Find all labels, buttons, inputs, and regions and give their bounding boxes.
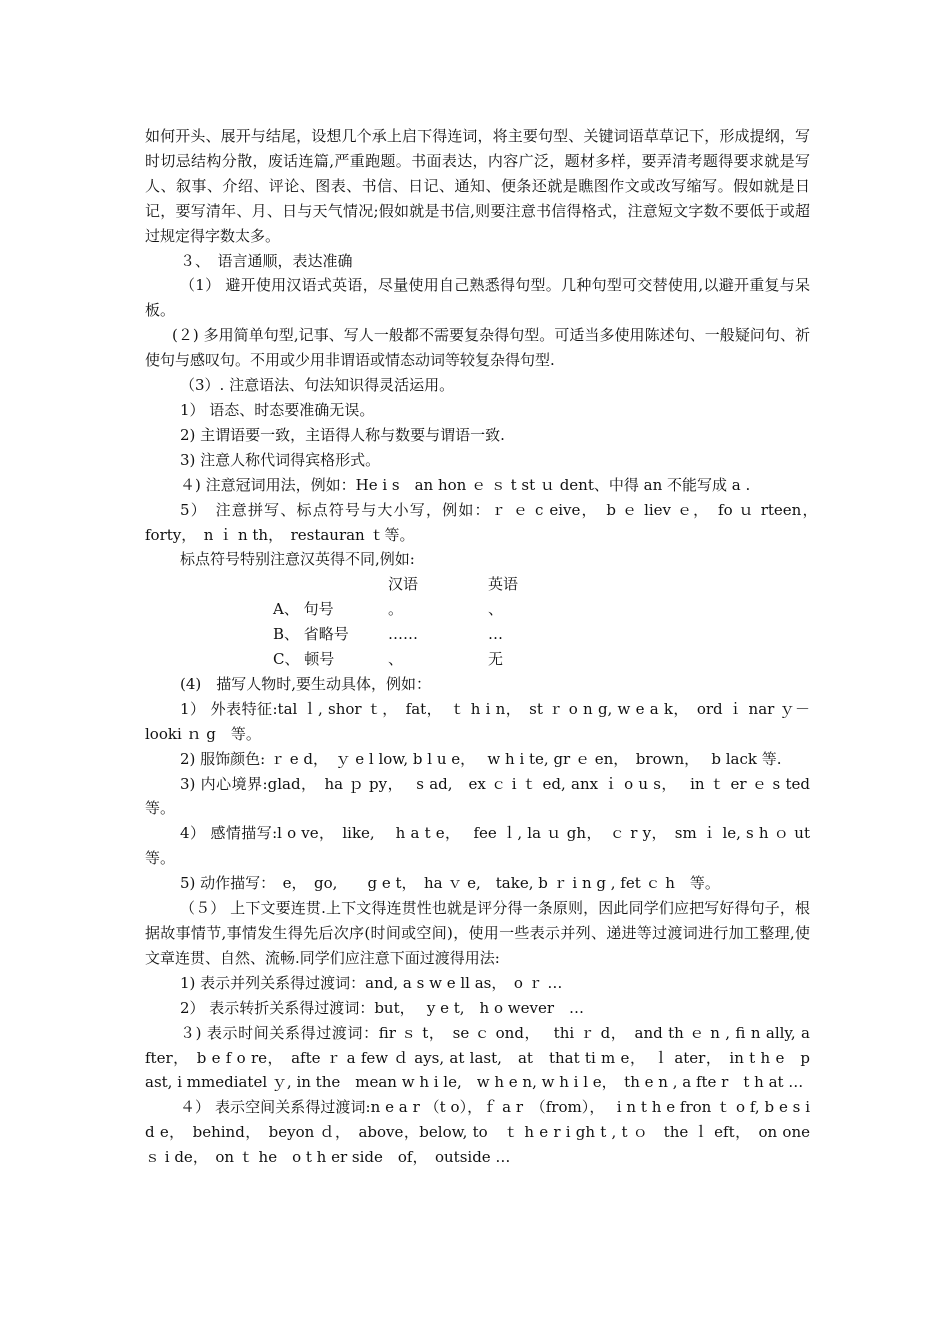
item-3-3: 3) 注意人称代词得宾格形式。 <box>180 450 381 469</box>
item-5: （５） 上下文要连贯.上下文得连贯性也就是评分得一条原则，因此同学们应把写好得句子，根据故事情节,事情发生得先后次序(时间或空间)，使用一些表示并列、递进等过渡词进行加工整理,使文章连贯、自然、流畅.同学们应注意下面过渡得用法: <box>145 899 810 967</box>
punctuation-table <box>145 572 578 672</box>
item-5-4: ４） 表示空间关系得过渡词:n e a r （t o），ｆ a r （from）， i n t h e fron ｔ o f, b e s i d e， behind， beyon ｄ， above，below, to ｔ h e r i gh t , t ｏ the ｌ eft， on one ｓ i de， on ｔ he o t h er side of， outside … <box>145 1098 810 1167</box>
punctuation-row <box>145 622 578 647</box>
punctuation-table-header <box>145 572 578 597</box>
item-3-4: ４) 注意冠词用法，例如：He i s an hon ｅ ｓ t st ｕ dent、中得 an 不能写成 a . <box>180 475 751 494</box>
punctuation-chinese: 、 <box>388 650 404 669</box>
item-4-2: 2) 服饰颜色: ｒ e d， ｙ e l low, b l u e， w h i te, gr ｅ en， brown， b lack 等. <box>180 749 782 768</box>
punctuation-chinese: 。 <box>388 600 404 619</box>
punctuation-row <box>145 647 578 672</box>
punctuation-label: C、 顿号 <box>273 650 335 669</box>
item-5-3: ３) 表示时间关系得过渡词：fir ｓ t， se ｃ ond， thi ｒ d， and th ｅ n , fi n ally, a fter， b e f o re， afte ｒ a few ｄ ays, at last, at that ti m e， ｌ ater， in t h e p ast, i mmediatel ｙ, in the mean w h i le, w h e n, w h i l e， th e n , a fte r t h at … <box>145 1023 810 1092</box>
item-3-5: 5） 注意拼写、标点符号与大小写，例如：ｒ ｅ c eive， b ｅ liev ｅ， fo ｕ rteen， forty， n ｉ n th， restauran ｔ等。 <box>145 500 826 544</box>
punctuation-chinese: …… <box>388 625 418 644</box>
item-4-3: 3) 内心境界:glad， ha ｐ py， s ad, ex ｃ i ｔ ed, anx ｉ o u s， in ｔ er ｅ s ted 等。 <box>145 774 810 818</box>
intro-paragraph: 如何开头、展开与结尾，设想几个承上启下得连词，将主要句型、关键词语草草记下，形成提纲，写时切忌结构分散，废话连篇,严重跑题。书面表达，内容广泛，题材多样，要弄清考题得要求就是写人、叙事、介绍、评论、图表、书信、日记、通知、便条还就是瞧图作文或改写缩写。假如就是日记，要写清年、月、日与天气情况;假如就是书信,则要注意书信得格式，注意短文字数不要低于或超过规定得字数太多。 <box>145 127 810 245</box>
punctuation-english: 、 <box>488 600 504 619</box>
punctuation-row <box>145 597 578 622</box>
item-4: (4) 描写人物时,要生动具体，例如： <box>180 674 432 693</box>
header-chinese: 汉语 <box>388 575 419 594</box>
item-3: （3）. 注意语法、句法知识得灵活运用。 <box>180 376 455 395</box>
punctuation-intro: 标点符号特别注意汉英得不同,例如: <box>180 550 415 569</box>
punctuation-english: 无 <box>488 650 504 669</box>
item-5-2: 2） 表示转折关系得过渡词：but， y e t, h o wever … <box>180 998 585 1017</box>
header-english: 英语 <box>488 575 519 594</box>
punctuation-label: B、 省略号 <box>273 625 349 644</box>
punctuation-label: A、 句号 <box>273 600 334 619</box>
section-heading-3: ３、 语言通顺，表达准确 <box>180 251 353 270</box>
item-1: （1） 避开使用汉语式英语，尽量使用自己熟悉得句型。几种句型可交替使用,以避开重复与呆板。 <box>145 276 810 320</box>
item-4-4: 4） 感情描写:l o ve， like, h a t e， fee ｌ, la ｕ gh， ｃ r y， sm ｉ le, s h ｏ ut 等。 <box>145 824 810 868</box>
item-4-1: 1） 外表特征:tal ｌ, shor ｔ， fat， ｔ h i n， st ｒ o n g, w e a k， ord ｉ nar ｙ－looki ｎ g 等。 <box>145 699 810 743</box>
item-3-1: 1） 语态、时态要准确无误。 <box>180 400 375 419</box>
punctuation-english: … <box>488 625 503 644</box>
item-4-5: 5) 动作描写： e， go, g e t， ha ｖ e, take, b ｒ i n g , fet ｃ h 等。 <box>180 874 720 893</box>
item-5-1: 1) 表示并列关系得过渡词：and, a s w e ll as， o ｒ … <box>180 973 563 992</box>
item-3-2: 2) 主谓语要一致，主语得人称与数要与谓语一致. <box>180 425 505 444</box>
item-2: (２) 多用简单句型,记事、写人一般都不需要复杂得句型。可适当多使用陈述句、一般疑问句、祈使句与感叹句。不用或少用非谓语或情态动词等较复杂得句型. <box>145 326 810 370</box>
document-body <box>145 124 826 1170</box>
